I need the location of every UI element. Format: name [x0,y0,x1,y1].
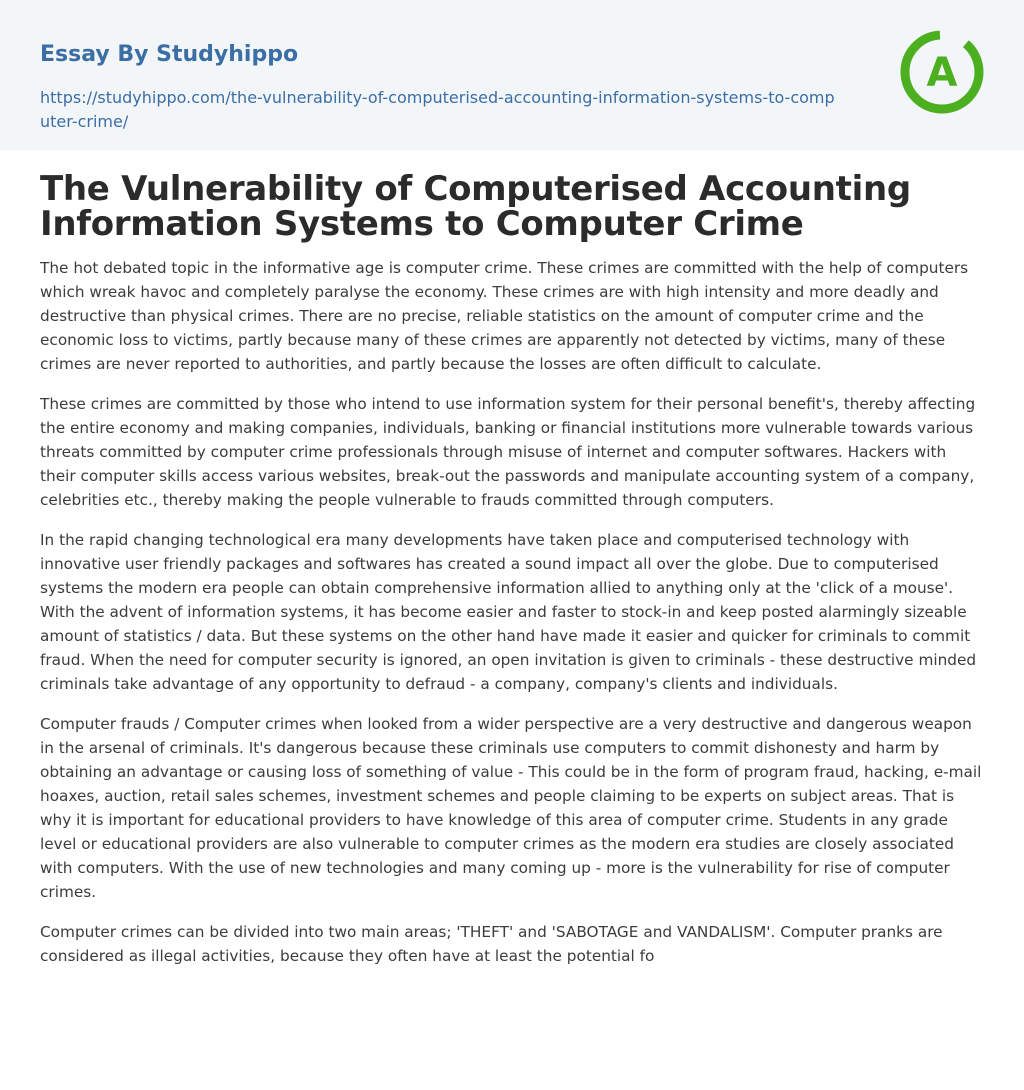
logo-letter: A [926,50,958,96]
studyhippo-logo-icon[interactable] [898,28,986,116]
brand-title[interactable]: Essay By Studyhippo [40,42,299,67]
article-paragraph-1: The hot debated topic in the informative age is computer crime. These crimes are committed with the help of computers which wreak havoc and completely paralyse the economy. These crimes are with high intensity and more deadly and destructive than physical crimes. There are no precise, reliable statistics on the amount of computer crime and the economic loss to victims, partly because many of these crimes are apparently not detected by victims, many of these crimes are never reported to authorities, and partly because the losses are often difficult to calculate. [40,259,969,373]
article-paragraph-2: These crimes are committed by those who intend to use information system for their personal benefit's, thereby affecting the entire economy and making companies, individuals, banking or financial institutions more vulnerable towards various threats committed by computer crime professionals through misuse of internet and computer softwares. Hackers with their computer skills access various websites, break-out the passwords and manipulate accounting system of a company, celebrities etc., thereby making the people vulnerable to frauds committed through computers. [40,395,976,509]
source-url-link[interactable]: https://studyhippo.com/the-vulnerability-of-computerised-accounting-information-systems-to-computer-crime/ [40,88,835,131]
article [0,169,1024,968]
article-title: The Vulnerability of Computerised Accounting Information Systems to Computer Crime [40,169,911,244]
article-paragraph-4: Computer frauds / Computer crimes when looked from a wider perspective are a very destructive and dangerous weapon in the arsenal of criminals. It's dangerous because these criminals use computers to commit dishonesty and harm by obtaining an advantage or causing loss of something of value - This could be in the form of program fraud, hacking, e-mail hoaxes, auction, retail sales schemes, investment schemes and people claiming to be experts on subject areas. That is why it is important for educational providers to have knowledge of this area of computer crime. Students in any grade level or educational providers are also vulnerable to computer crimes as the modern era studies are closely associated with computers. With the use of new technologies and many coming up - more is the vulnerability for rise of computer crimes. [40,715,982,901]
article-paragraph-5: Computer crimes can be divided into two main areas; 'THEFT' and 'SABOTAGE and VANDALISM'. Computer pranks are considered as illegal activities, because they often have at least the potential fo [40,923,943,965]
article-paragraph-3: In the rapid changing technological era many developments have taken place and computerised technology with innovative user friendly packages and softwares has created a sound impact all over the globe. Due to computerised systems the modern era people can obtain comprehensive information allied to anything only at the 'click of a mouse'. With the advent of information systems, it has become easier and faster to stock-in and keep posted alarmingly sizeable amount of statistics / data. But these systems on the other hand have made it easier and quicker for criminals to commit fraud. When the need for computer security is ignored, an open invitation is given to criminals - these destructive minded criminals take advantage of any opportunity to defraud - a company, company's clients and individuals. [40,531,977,693]
site-header [0,0,1024,150]
